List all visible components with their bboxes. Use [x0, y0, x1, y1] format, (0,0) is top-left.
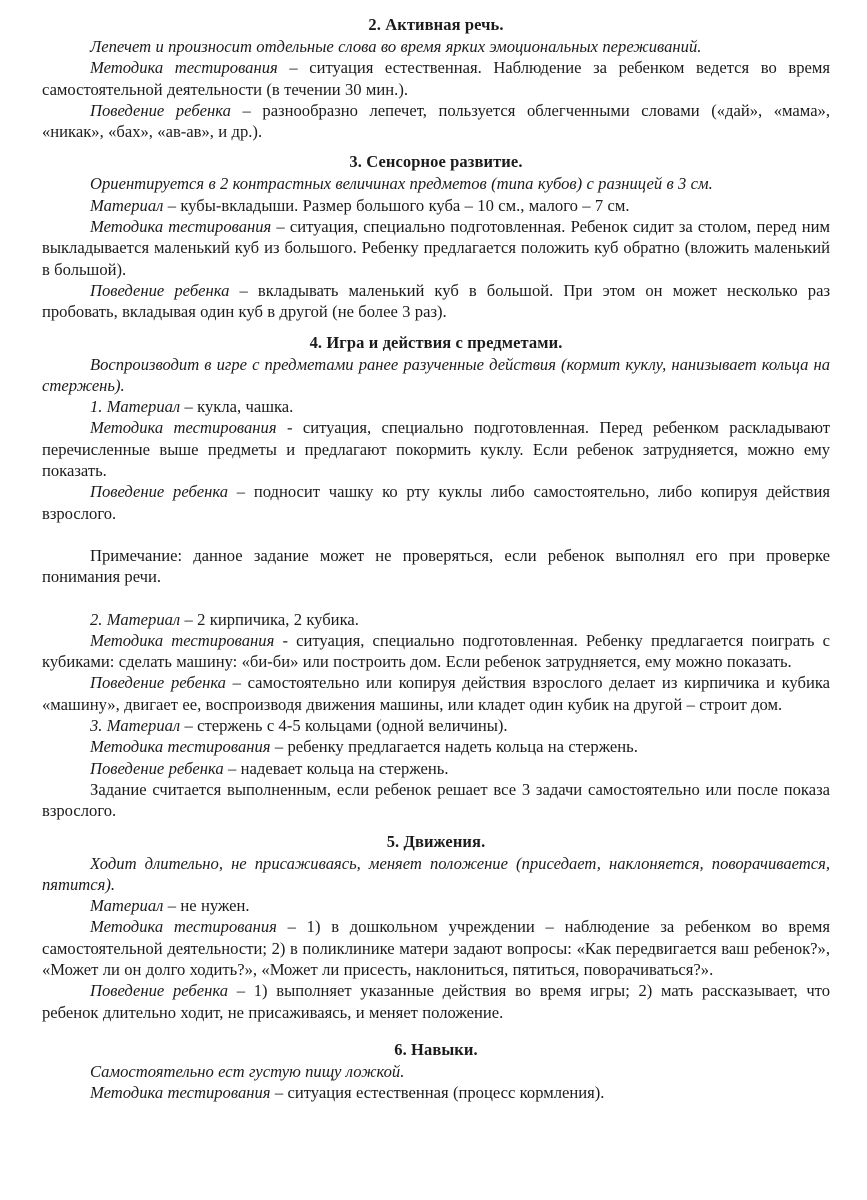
paragraph-text: – разнообразно лепечет, пользуется облегченными словами («дай», «мама», «никак», «бах», «ав-ав», и др.).: [42, 100, 830, 142]
material-paragraph: [42, 715, 830, 736]
paragraph-spacer: [42, 524, 830, 545]
paragraph-label: Методика тестирования: [90, 917, 277, 937]
paragraph-label: Материал: [90, 896, 164, 916]
section-heading: 2. Активная речь.: [368, 15, 504, 34]
criterion-line: Лепечет и произносит отдельные слова во время ярких эмоциональных переживаний.: [90, 37, 702, 56]
note-paragraph: Примечание: данное задание может не проверяться, если ребенок выполнял его при проверке понимания речи.: [42, 545, 830, 587]
paragraph-text: – 1) выполняет указанные действия во время игры; 2) мать рассказывает, что ребенок длительно ходит, не присаживаясь, и меняет положение.: [42, 981, 831, 1022]
paragraph-label: Методика тестирования: [90, 737, 271, 757]
method-paragraph: [42, 1082, 830, 1103]
method-paragraph: [42, 916, 830, 980]
criterion-line: Самостоятельно ест густую пищу ложкой.: [90, 1061, 405, 1081]
method-paragraph: [42, 736, 830, 757]
material-paragraph: [42, 396, 830, 417]
paragraph-label: Материал: [90, 195, 164, 215]
material-paragraph: [42, 195, 830, 216]
behavior-paragraph: [42, 481, 830, 524]
material-paragraph: [42, 609, 830, 630]
section-spacer: [42, 1023, 830, 1039]
paragraph-text: – подносит чашку ко рту куклы либо самостоятельно, либо копируя действия взрослого.: [42, 482, 831, 523]
paragraph-text: – ситуация естественная (процесс кормления).: [270, 1083, 605, 1103]
paragraph-label: Методика тестирования: [90, 1083, 271, 1103]
behavior-paragraph: [42, 100, 830, 143]
section-spacer: [42, 822, 830, 831]
method-paragraph: [42, 57, 830, 100]
section-spacer: [42, 323, 830, 332]
section-play-and-object-actions: [42, 332, 830, 822]
paragraph-text: – ситуация естественная. Наблюдение за ребенком ведется во время самостоятельной деятельности (в течении 30 мин.).: [42, 58, 830, 99]
behavior-paragraph: [42, 980, 830, 1023]
section-heading: 3. Сенсорное развитие.: [349, 152, 523, 172]
paragraph-text: – 2 кирпичика, 2 кубика.: [180, 609, 359, 629]
paragraph-text: – надевает кольца на стержень.: [223, 758, 449, 778]
paragraph-spacer: [42, 588, 830, 609]
method-paragraph: [42, 216, 830, 280]
criterion-line: Ходит длительно, не присаживаясь, меняет положение (приседает, наклоняется, поворачивается, пятится).: [42, 853, 830, 894]
paragraph-text: – вкладывать маленький куб в большой. При этом он может несколько раз пробовать, вкладывая один куб в другой (не более 3 раз).: [42, 280, 830, 322]
section-heading: 5. Движения.: [386, 831, 486, 851]
section-movements: [42, 831, 830, 1023]
section-spacer: [42, 142, 830, 151]
document-body: [42, 14, 830, 1103]
paragraph-label: Методика тестирования: [90, 630, 275, 650]
paragraph-text: – ситуация, специально подготовленная. Ребенок сидит за столом, перед ним выкладывается маленький куб из большого. Ребенку предлагается положить куб обратно (вложить маленький в большой).: [42, 217, 830, 279]
paragraph-text: – не нужен.: [163, 896, 250, 916]
paragraph-label: Поведение ребенка: [90, 280, 230, 300]
method-paragraph: [42, 630, 830, 673]
criterion-line: Ориентируется в 2 контрастных величинах предметов (типа кубов) с разницей в 3 см.: [90, 174, 713, 194]
paragraph-label: Методика тестирования: [90, 58, 278, 78]
paragraph-label: Поведение ребенка: [90, 673, 226, 693]
behavior-paragraph: [42, 672, 830, 715]
material-paragraph: [42, 895, 830, 916]
paragraph-label: Поведение ребенка: [90, 758, 224, 778]
paragraph-label: 1. Материал: [90, 397, 181, 417]
paragraph-text: – самостоятельно или копируя действия взрослого делает из кирпичика и кубика «машину», двигает ее, воспроизводя движения машины, или кладет один кубик на другой – строит дом.: [42, 673, 831, 714]
criterion-line: Воспроизводит в игре с предметами ранее разученные действия (кормит куклу, нанизывает кольца на стержень).: [42, 354, 830, 395]
paragraph-text: – ребенку предлагается надеть кольца на стержень.: [270, 737, 638, 757]
paragraph-label: Методика тестирования: [90, 418, 277, 438]
section-skills: [42, 1039, 830, 1104]
section-sensory-development: [42, 151, 830, 322]
paragraph-text: – кубы-вкладыши. Размер большого куба – 10 см., малого – 7 см.: [163, 195, 630, 215]
paragraph-text: – кукла, чашка.: [180, 397, 294, 417]
paragraph-text: - ситуация, специально подготовленная. Перед ребенком раскладывают перечисленные выше предметы и предлагают покормить куклу. Если ребенок затрудняется, можно ему показать.: [42, 418, 830, 481]
method-paragraph: [42, 417, 830, 481]
paragraph-text: - ситуация, специально подготовленная. Ребенку предлагается поиграть с кубиками: сделать машину: «би-би» или построить дом. Если ребенок затрудняется, ему можно показать.: [42, 630, 830, 672]
paragraph-text: – 1) в дошкольном учреждении – наблюдение за ребенком во время самостоятельной деятельности; 2) в поликлинике матери задают вопросы: «Как передвигается ваш ребенок?», «Может ли он долго ходить?», «Может ли присесть, наклониться, пятиться, поворачиваться?».: [42, 917, 830, 979]
paragraph-label: 2. Материал: [90, 609, 181, 629]
paragraph-label: Методика тестирования: [90, 217, 272, 237]
behavior-paragraph: [42, 280, 830, 323]
paragraph-label: Поведение ребенка: [90, 100, 231, 120]
section-heading: 4. Игра и действия с предметами.: [309, 332, 563, 352]
paragraph-label: Поведение ребенка: [90, 482, 229, 502]
section-heading: 6. Навыки.: [394, 1039, 478, 1059]
section-active-speech: [42, 14, 830, 142]
paragraph-label: 3. Материал: [90, 716, 181, 736]
paragraph-label: Поведение ребенка: [90, 981, 229, 1001]
behavior-paragraph: [42, 758, 830, 779]
conclusion-paragraph: Задание считается выполненным, если ребенок решает все 3 задачи самостоятельно или после показа взрослого.: [42, 779, 830, 821]
paragraph-text: – стержень с 4-5 кольцами (одной величины).: [180, 716, 508, 736]
